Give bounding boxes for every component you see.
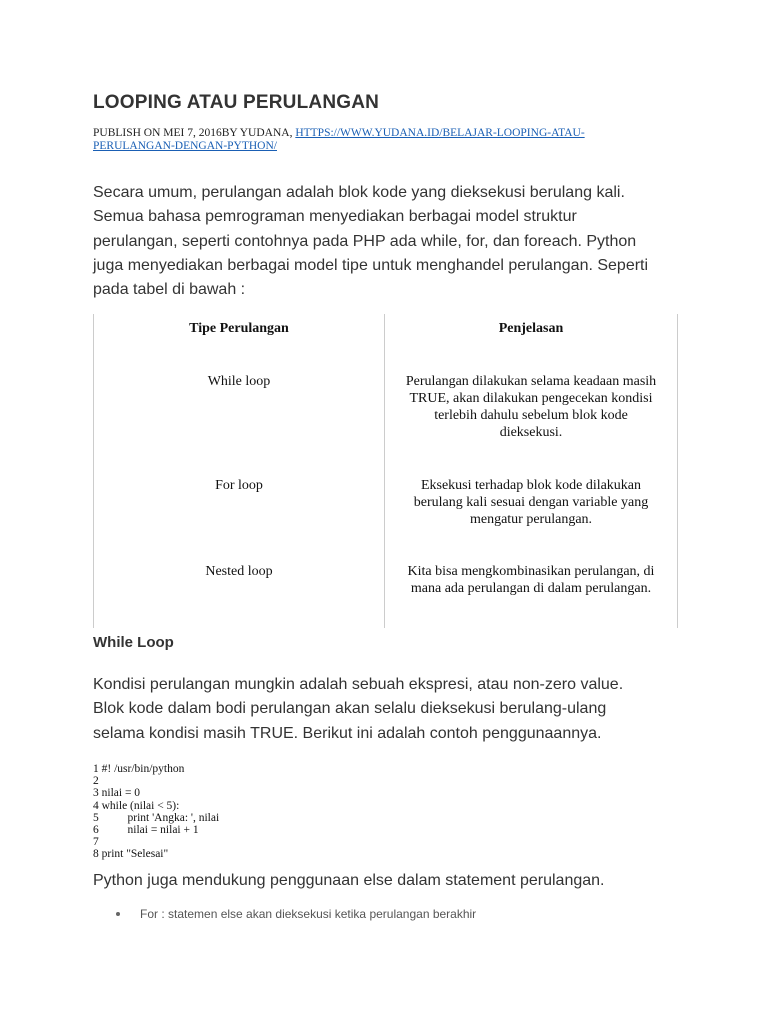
table-cell-description: Eksekusi terhadap blok kode dilakukan berulang kali sesuai dengan variable yang mengatur perulangan. <box>413 478 649 527</box>
table-cell-description: Kita bisa mengkombinasikan perulangan, di mana ada perulangan di dalam perulangan. <box>407 564 655 596</box>
code-line: 6 nilai = nilai + 1 <box>93 824 199 837</box>
table-cell-type: While loop <box>207 374 271 389</box>
code-line: 5 print 'Angka: ', nilai <box>93 811 220 824</box>
publish-info: PUBLISH ON MEI 7, 2016BY YUDANA, <box>93 127 296 139</box>
loop-types-table <box>93 314 678 628</box>
else-paragraph: Python juga mendukung penggunaan else dalam statement perulangan. <box>93 872 605 889</box>
while-loop-paragraph: Kondisi perulangan mungkin adalah sebuah ekspresi, atau non-zero value. Blok kode dalam bodi perulangan akan selalu dieksekusi berulang-ulang selama kondisi masih TRUE. Berikut ini adalah contoh penggunaannya. <box>93 676 624 742</box>
table-cell-description: Perulangan dilakukan selama keadaan masih TRUE, akan dilakukan pengecekan kondisi terlebih dahulu sebelum blok kode dieksekusi. <box>405 374 657 440</box>
else-bullet-list <box>93 906 476 922</box>
bullet-icon <box>116 912 120 916</box>
publish-meta <box>93 127 653 153</box>
table-header-description: Penjelasan <box>498 321 564 336</box>
page-title: LOOPING ATAU PERULANGAN <box>93 92 380 113</box>
code-line: 8 print "Selesai" <box>93 848 169 861</box>
code-line: 3 nilai = 0 <box>93 787 141 800</box>
table-divider <box>384 314 385 628</box>
table-cell-type: Nested loop <box>205 564 273 579</box>
while-loop-heading: While Loop <box>93 634 174 651</box>
intro-paragraph: Secara umum, perulangan adalah blok kode yang dieksekusi berulang kali. Semua bahasa pemrograman menyediakan berbagai model struktur perulangan, seperti contohnya pada PHP ada while, for, dan foreach. Python juga menyediakan berbagai model tipe untuk menghandel perulangan. Seperti pada tabel di bawah : <box>93 184 649 299</box>
code-line: 7 <box>93 836 99 849</box>
list-item: For : statemen else akan dieksekusi ketika perulangan berakhir <box>93 906 476 922</box>
source-link[interactable]: HTTPS://WWW.YUDANA.ID/BELAJAR-LOOPING-ATAU- PERULANGAN-DENGAN-PYTHON/ <box>93 127 585 152</box>
code-sample <box>93 763 219 861</box>
table-cell-type: For loop <box>215 478 263 493</box>
table-header-type: Tipe Perulangan <box>189 321 289 336</box>
code-line: 4 while (nilai < 5): <box>93 799 180 812</box>
code-line: 2 <box>93 775 99 788</box>
code-line: 1 #! /usr/bin/python <box>93 763 185 775</box>
